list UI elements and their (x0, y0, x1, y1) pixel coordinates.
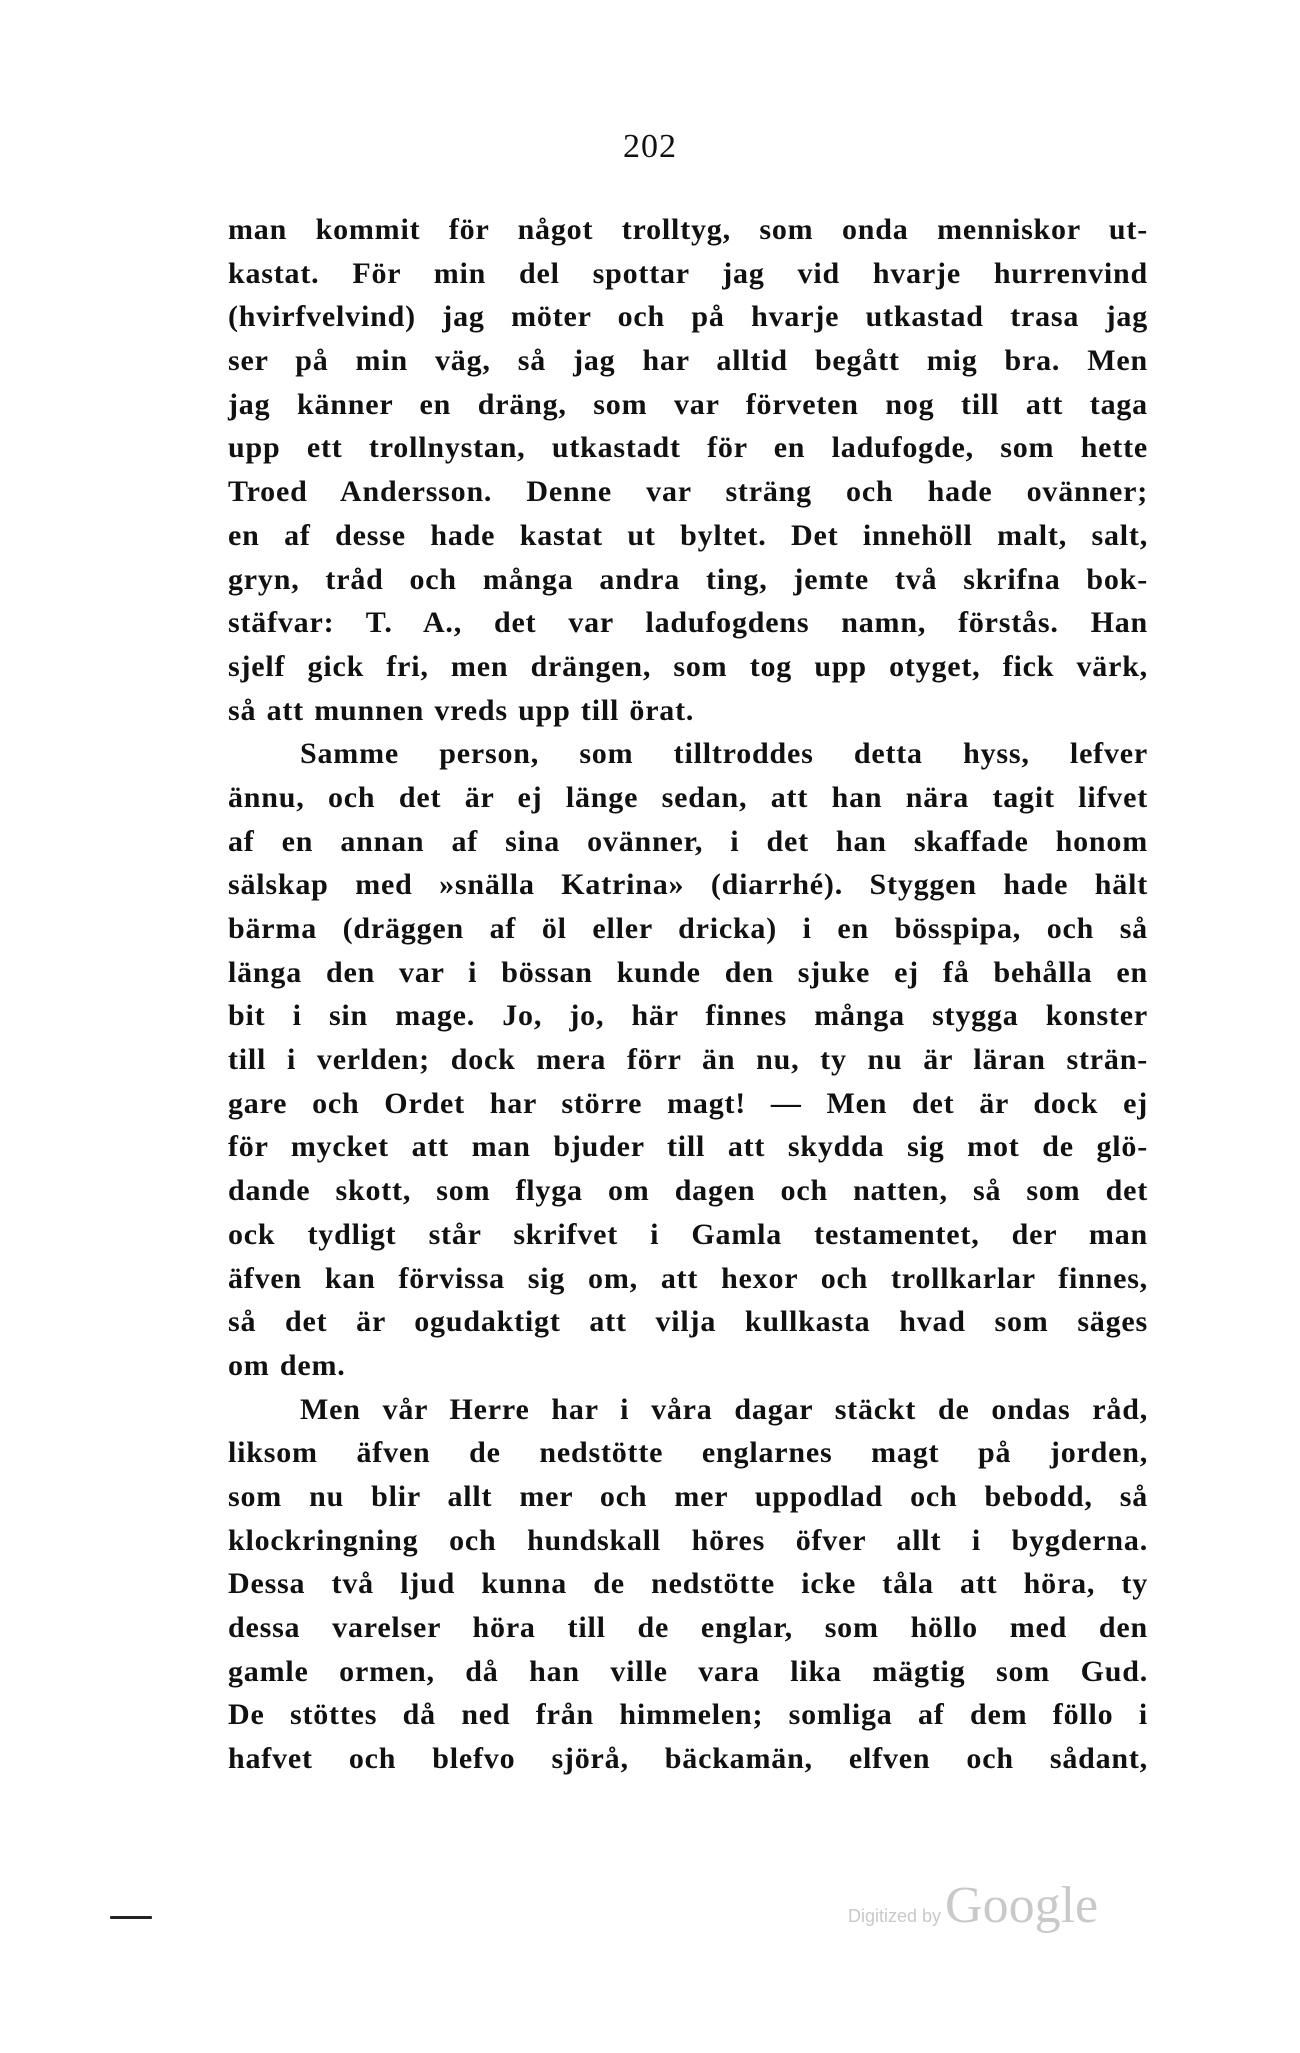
text-line: De stöttes då ned från himmelen; somliga af dem föllo i (228, 1698, 1148, 1732)
text-line: gamle ormen, då han ville vara lika mägtig som Gud. (228, 1654, 1148, 1688)
text-line: gryn, tråd och många andra ting, jemte två skrifna bok- (228, 562, 1148, 596)
text-line: kastat. För min del spottar jag vid hvarje hurrenvind (228, 256, 1148, 290)
text-line: gare och Ordet har större magt! — Men det är dock ej (228, 1086, 1148, 1120)
text-line: upp ett trollnystan, utkastadt för en ladufogde, som hette (228, 431, 1148, 465)
text-line: Samme person, som tilltroddes detta hyss, lefver (300, 737, 1148, 771)
text-line: en af desse hade kastat ut byltet. Det innehöll malt, salt, (228, 518, 1148, 552)
text-line: dande skott, som flyga om dagen och natten, så som det (228, 1174, 1148, 1208)
text-line: ock tydligt står skrifvet i Gamla testamentet, der man (228, 1217, 1148, 1251)
text-line: dessa varelser höra till de englar, som höllo med den (228, 1611, 1148, 1644)
scan-mark (110, 1916, 152, 1919)
text-line: jag känner en dräng, som var förveten nog till att taga (228, 387, 1148, 421)
text-line: Dessa två ljud kunna de nedstötte icke tåla att höra, ty (228, 1567, 1148, 1601)
text-line: så det är ogudaktigt att vilja kullkasta hvad som säges (228, 1305, 1148, 1339)
text-line: man kommit för något trolltyg, som onda menniskor ut- (228, 213, 1148, 246)
text-line: af en annan af sina ovänner, i det han skaffade honom (228, 824, 1148, 858)
text-line: länga den var i bössan kunde den sjuke ej få behålla en (228, 955, 1148, 989)
text-line: Troed Andersson. Denne var sträng och hade ovänner; (228, 475, 1148, 509)
text-line: stäfvar: T. A., det var ladufogdens namn, förstås. Han (228, 606, 1148, 640)
text-line: ännu, och det är ej länge sedan, att han nära tagit lifvet (228, 780, 1148, 814)
text-line: sjelf gick fri, men drängen, som tog upp otyget, fick värk, (228, 649, 1148, 683)
watermark-logo: Google (945, 1877, 1099, 1934)
text-line: bärma (dräggen af öl eller dricka) i en bösspipa, och så (228, 912, 1148, 945)
text-line: bit i sin mage. Jo, jo, här finnes många stygga konster (228, 999, 1148, 1033)
text-line: Men vår Herre har i våra dagar stäckt de ondas råd, (300, 1392, 1148, 1426)
text-line: äfven kan förvissa sig om, att hexor och trollkarlar finnes, (228, 1261, 1148, 1295)
text-line: som nu blir allt mer och mer uppodlad och bebodd, så (228, 1479, 1148, 1513)
digitized-by-watermark (848, 1876, 1098, 1936)
text-line: hafvet och blefvo sjörå, bäckamän, elfven och sådant, (228, 1742, 1148, 1776)
text-line: (hvirfvelvind) jag möter och på hvarje utkastad trasa jag (228, 300, 1148, 334)
text-line: liksom äfven de nedstötte englarnes magt på jorden, (228, 1436, 1148, 1470)
text-line: för mycket att man bjuder till att skydda sig mot de glö- (228, 1130, 1148, 1164)
text-line: så att munnen vreds upp till örat. (228, 693, 695, 727)
watermark-prefix: Digitized by (848, 1906, 942, 1926)
text-line: klockringning och hundskall höres öfver allt i bygderna. (228, 1523, 1148, 1557)
text-line: om dem. (228, 1348, 346, 1382)
text-line: till i verlden; dock mera förr än nu, ty nu är läran strän- (228, 1043, 1148, 1077)
text-line: sälskap med »snälla Katrina» (diarrhé). Styggen hade hält (228, 868, 1148, 902)
page-number: 202 (623, 128, 677, 165)
body-text (228, 208, 1148, 1781)
text-line: ser på min väg, så jag har alltid begått mig bra. Men (228, 344, 1148, 378)
